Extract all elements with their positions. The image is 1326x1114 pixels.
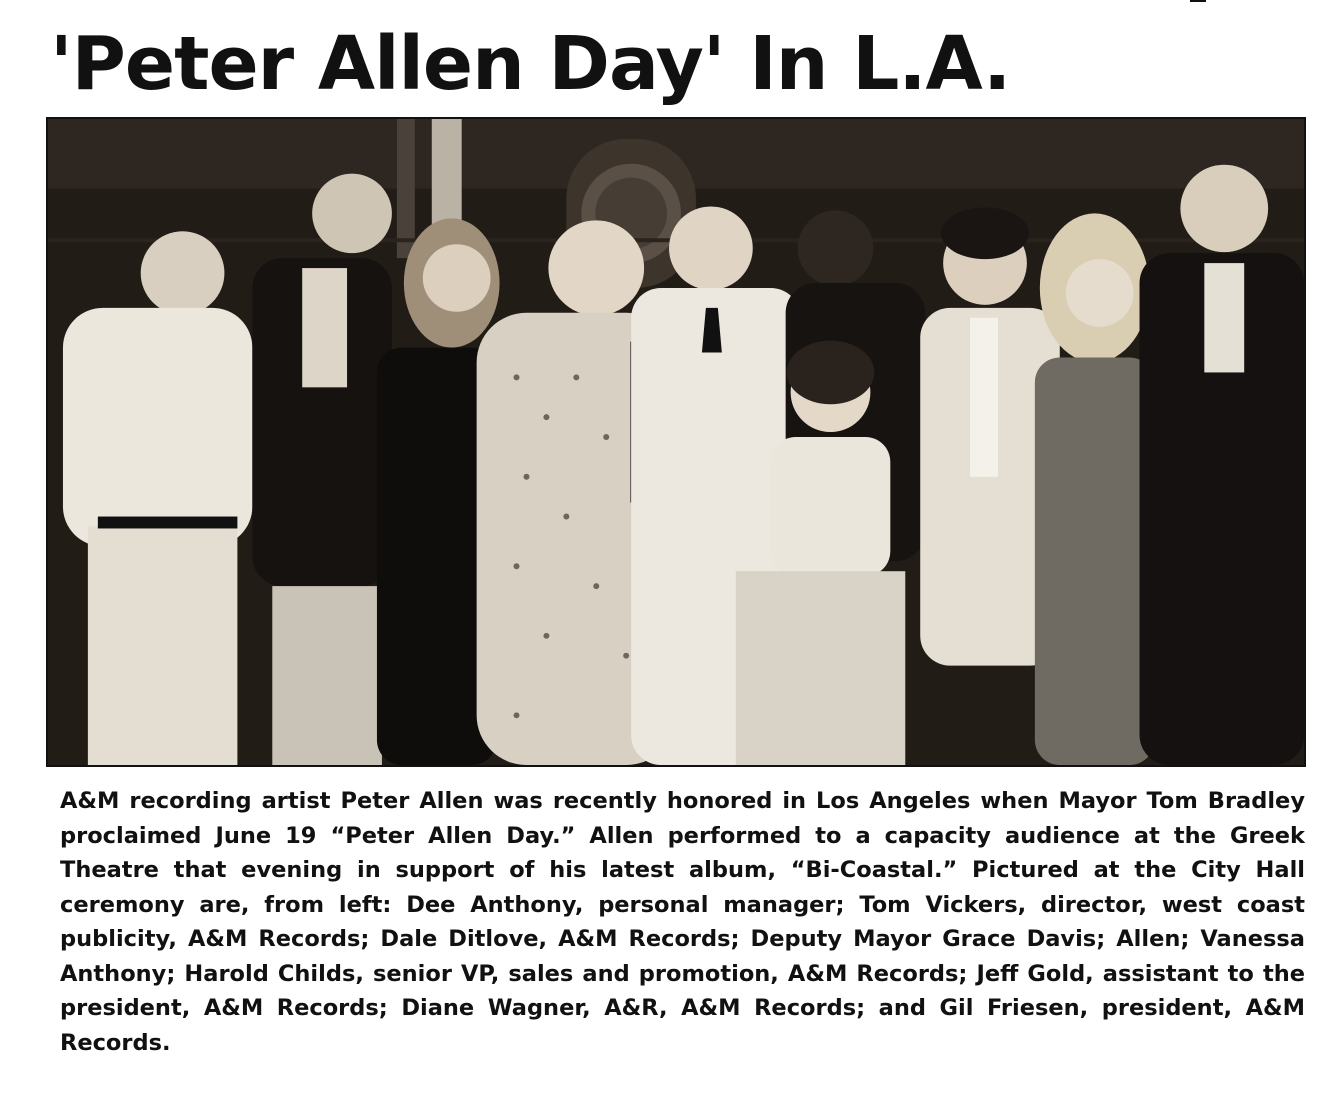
flag-pole: [397, 119, 415, 258]
photo-caption: A&M recording artist Peter Allen was recently honored in Los Angeles when Mayor Tom Bradley proclaimed June 19 “Peter Allen Day.” Allen performed to a capacity audience at the Greek Theatre that evening in support of his latest album, “Bi-Coastal.” Pictured at the City Hall ceremony are, from left: Dee Anthony, personal manager; Tom Vickers, director, west coast publicity, A&M Records; Dale Ditlove, A&M Records; Deputy Mayor Grace Davis; Allen; Vanessa Anthony; Harold Childs, senior VP, sales and promotion, A&M Records; Jeff Gold, assistant to the president, A&M Records; Diane Wagner, A&R, A&M Records; and Gil Friesen, president, A&M Records.: [60, 788, 1305, 1056]
person-gil-friesen: [1140, 165, 1304, 765]
person-tom-vickers: [252, 174, 392, 765]
page-edge-mark: [1190, 0, 1230, 4]
headline: 'Peter Allen Day' In L.A.: [50, 21, 1011, 107]
person-diane-wagner: [1035, 213, 1155, 765]
group-photo: [46, 117, 1306, 767]
person-dee-anthony: [63, 231, 252, 765]
photo-illustration: [48, 119, 1304, 765]
flag: [432, 119, 462, 228]
